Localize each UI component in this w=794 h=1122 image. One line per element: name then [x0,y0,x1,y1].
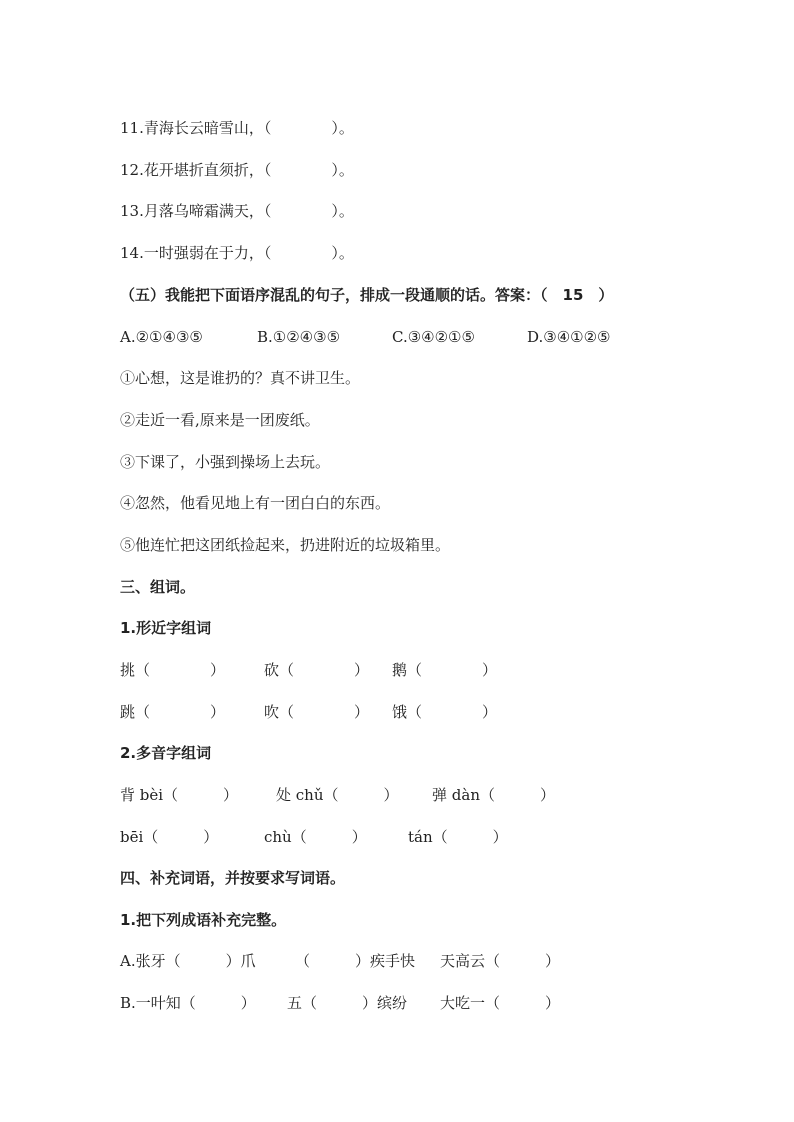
word-item: 跳（ ） [120,703,226,721]
word-item: 处 chǔ（ ） [276,786,399,804]
sentence-4: ④忽然，他看见地上有一团白白的东西。 [120,494,391,512]
poem-line-11: 11.青海长云暗雪山，（ ）。 [120,119,354,137]
option-c: C.③④②①⑤ [392,328,475,346]
word-item: bēi（ ） [120,828,219,846]
idiom-item: A.张牙（ ）爪 [120,952,256,970]
idiom-item: （ ）疾手快 [295,952,416,970]
section4-title: 四、补充词语，并按要求写词语。 [120,869,346,887]
section5-title: （五）我能把下面语序混乱的句子，排成一段通顺的话。答案：（ 15 ） [120,286,614,304]
word-item: 背 bèi（ ） [120,786,239,804]
word-item: tán（ ） [408,828,508,846]
sentence-5: ⑤他连忙把这团纸捡起来，扔进附近的垃圾箱里。 [120,536,451,554]
option-d: D.③④①②⑤ [527,328,611,346]
option-b: B.①②④③⑤ [257,328,341,346]
idiom-item: 五（ ）缤纷 [287,994,408,1012]
sentence-3: ③下课了，小强到操场上去玩。 [120,453,331,471]
sentence-2: ②走近一看,原来是一团废纸。 [120,411,320,429]
word-item: chù（ ） [264,828,367,846]
section4-sub1: 1.把下列成语补充完整。 [120,911,287,929]
section3-title: 三、组词。 [120,578,196,596]
word-item: 砍（ ） [264,661,370,679]
word-item: 吹（ ） [264,703,370,721]
word-item: 弹 dàn（ ） [432,786,555,804]
section3-sub1: 1.形近字组词 [120,619,212,637]
word-item: 鹅（ ） [392,661,498,679]
poem-line-14: 14.一时强弱在于力，（ ）。 [120,244,354,262]
word-item: 挑（ ） [120,661,226,679]
idiom-item: B.一叶知（ ） [120,994,256,1012]
poem-line-12: 12.花开堪折直须折，（ ）。 [120,161,354,179]
sentence-1: ①心想，这是谁扔的？真不讲卫生。 [120,369,361,387]
option-a: A.②①④③⑤ [120,328,203,346]
word-item: 饿（ ） [392,703,498,721]
idiom-item: 大吃一（ ） [440,994,561,1012]
idiom-item: 天高云（ ） [440,952,561,970]
section3-sub2: 2.多音字组词 [120,744,212,762]
poem-line-13: 13.月落乌啼霜满天，（ ）。 [120,202,354,220]
